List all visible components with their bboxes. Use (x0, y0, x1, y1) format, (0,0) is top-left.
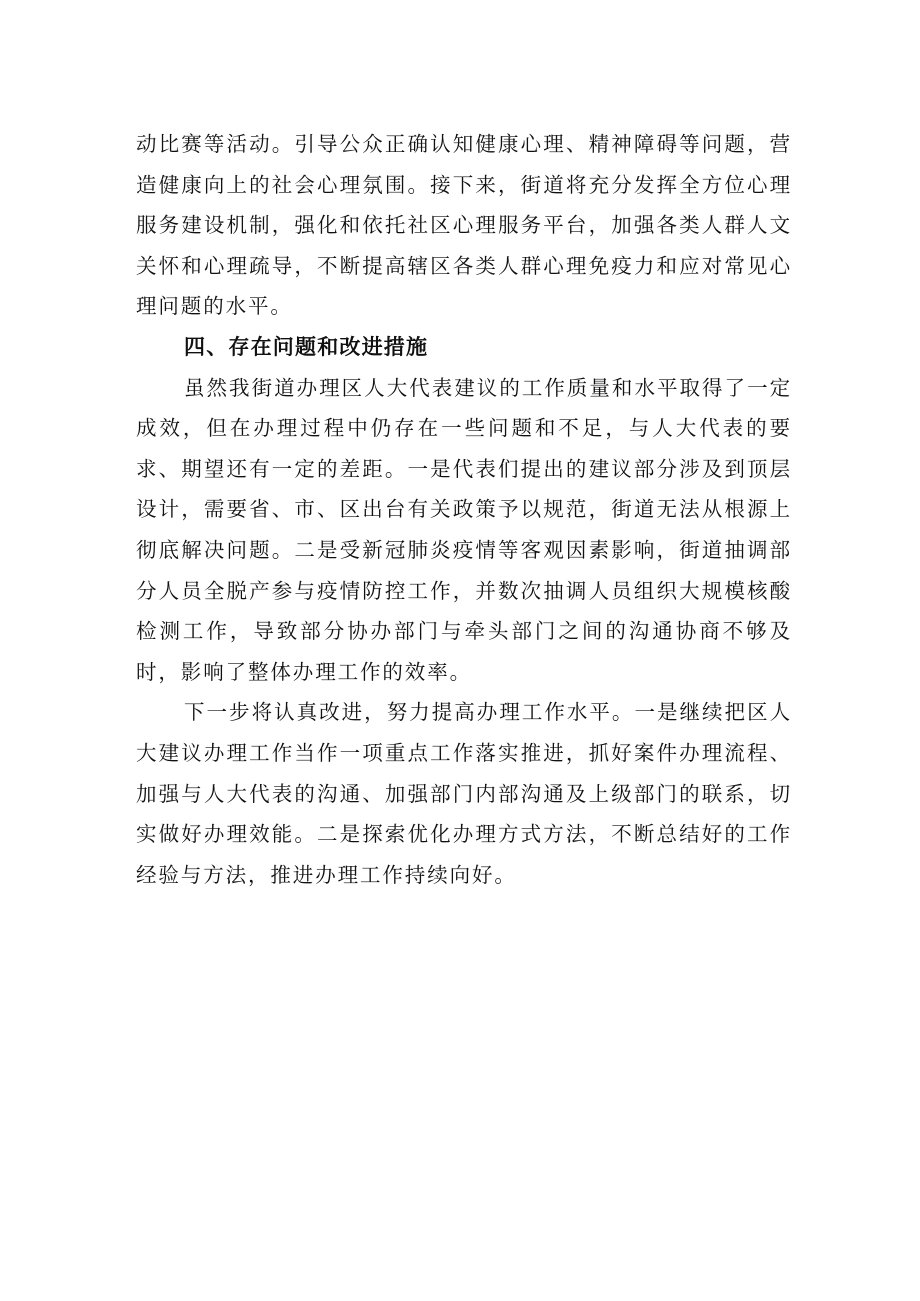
paragraph-improvements: 下一步将认真改进，努力提高办理工作水平。一是继续把区人大建议办理工作当作一项重点工作落实推进，抓好案件办理流程、加强与人大代表的沟通、加强部门内部沟通及上级部门的联系，切实做好办理效能。二是探索优化办理方式方法，不断总结好的工作经验与方法，推进办理工作持续向好。 (136, 700, 792, 887)
paragraph-continuation: 动比赛等活动。引导公众正确认知健康心理、精神障碍等问题，营造健康向上的社会心理氛围。接下来，街道将充分发挥全方位心理服务建设机制，强化和依托社区心理服务平台，加强各类人群人文关怀和心理疏导，不断提高辖区各类人群心理免疫力和应对常见心理问题的水平。 (136, 132, 792, 319)
section-heading: 四、存在问题和改进措施 (184, 334, 429, 359)
paragraph-problems: 虽然我街道办理区人大代表建议的工作质量和水平取得了一定成效，但在办理过程中仍存在一些问题和不足，与人大代表的要求、期望还有一定的差距。一是代表们提出的建议部分涉及到顶层设计，需要省、市、区出台有关政策予以规范，街道无法从根源上彻底解决问题。二是受新冠肺炎疫情等客观因素影响，街道抽调部分人员全脱产参与疫情防控工作，并数次抽调人员组织大规模核酸检测工作，导致部分协办部门与牵头部门之间的沟通协商不够及时，影响了整体办理工作的效率。 (136, 375, 792, 684)
document-body (136, 124, 792, 895)
